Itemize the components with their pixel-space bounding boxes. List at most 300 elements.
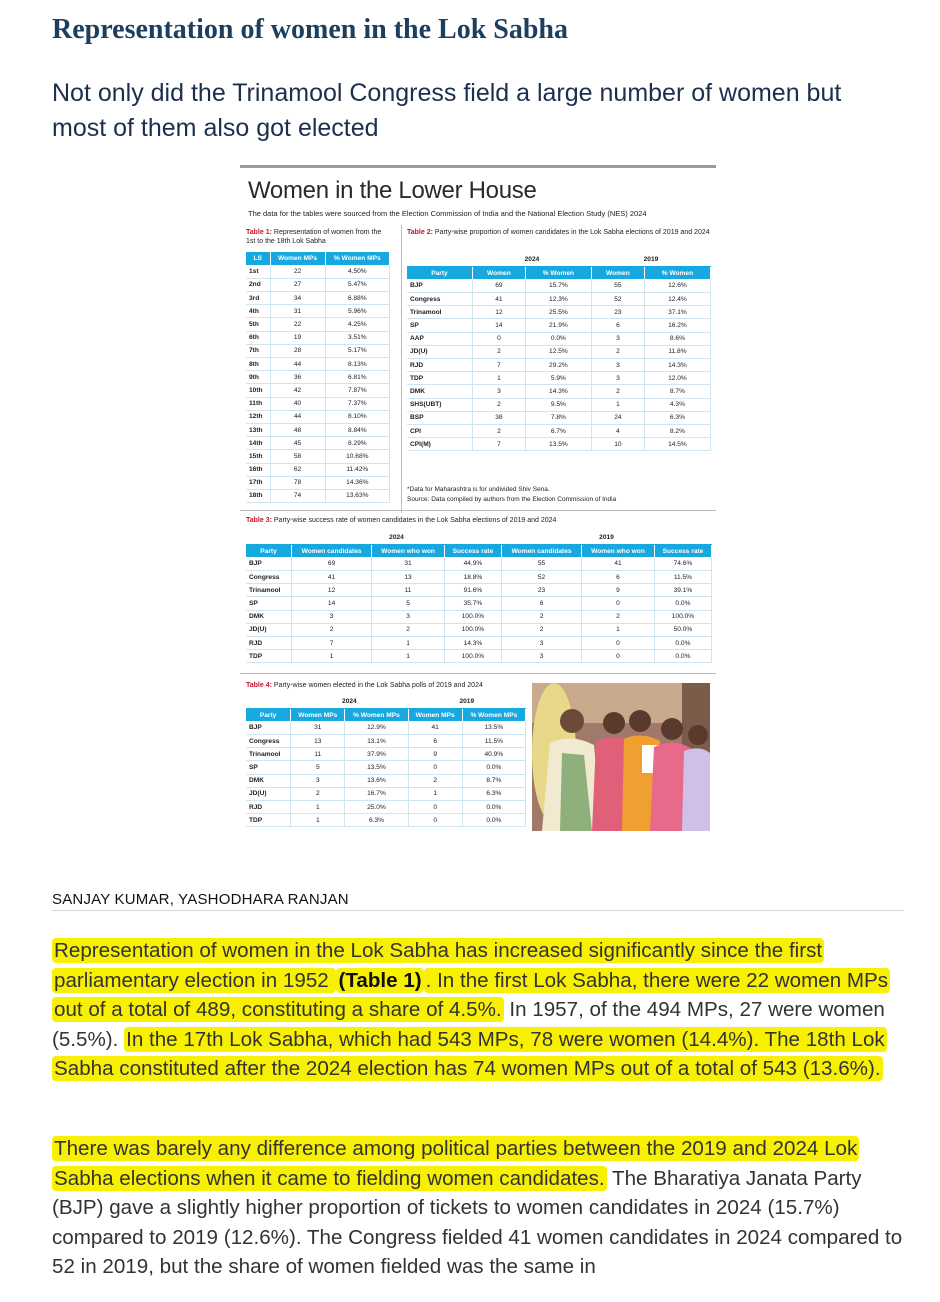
table2-cell: CPI(M) <box>407 438 472 451</box>
table3-col-header: Women candidates <box>501 544 581 557</box>
table1-cell: 4.50% <box>325 265 389 278</box>
table2-row <box>407 345 711 358</box>
table2-women-candidates <box>407 253 711 451</box>
table3-cell: 2 <box>501 610 581 623</box>
table3-cell: 39.1% <box>654 584 711 597</box>
table1-cell: 19 <box>270 331 325 344</box>
table3-cell: 3 <box>501 637 581 650</box>
table2-cell: CPI <box>407 424 472 437</box>
table3-cell: 0.0% <box>654 650 711 663</box>
table4-cell: 1 <box>291 801 345 814</box>
table2-cell: 23 <box>591 306 644 319</box>
table3-cell: 44.9% <box>444 557 501 570</box>
table1-cell: 6th <box>246 331 270 344</box>
table4-cell: 0 <box>408 761 462 774</box>
table1-cell: 7.87% <box>325 384 389 397</box>
table2-cell: 8.2% <box>644 424 710 437</box>
table2-cell: Trinamool <box>407 306 472 319</box>
table2-caption: Table 2: Party-wise proportion of women candidates in the Lok Sabha elections of 2019 and 2024 <box>407 229 710 236</box>
table1-col-header: Women MPs <box>270 252 325 265</box>
table2-cell: 11.8% <box>644 345 710 358</box>
table3-cell: 91.6% <box>444 584 501 597</box>
table1-cell: 5.96% <box>325 305 389 318</box>
table4-cell: 6 <box>408 735 462 748</box>
table3-cell: 1 <box>292 650 372 663</box>
table3-year-blank <box>246 531 292 544</box>
table3-cell: 6 <box>582 571 655 584</box>
table1-row <box>246 265 390 278</box>
table1-cell: 28 <box>270 344 325 357</box>
table1-row <box>246 358 390 371</box>
table2-col-header: Women <box>472 266 525 279</box>
p1-segment: Representation of women in the Lok Sabha has increased significantly since the first parliamentary election in 1952 <box>54 939 823 992</box>
table3-cell: 0 <box>582 650 655 663</box>
table1-row <box>246 344 390 357</box>
table3-row <box>246 571 712 584</box>
table4-cell: JD(U) <box>246 787 291 800</box>
table1-cell: 4.25% <box>325 318 389 331</box>
table4-cell: Trinamool <box>246 748 291 761</box>
table2-row <box>407 332 711 345</box>
table1-row <box>246 476 390 489</box>
table1-cell: 18th <box>246 489 270 502</box>
table3-cell: 35.7% <box>444 597 501 610</box>
table3-cell: 0 <box>582 597 655 610</box>
p1-segment: In 1957, of the 494 MPs, 27 were women (5.5%). <box>52 998 885 1051</box>
table2-row <box>407 385 711 398</box>
table2-cell: 16.2% <box>644 319 710 332</box>
figure-divider-vertical <box>401 225 402 513</box>
table2-cell: 4 <box>591 424 644 437</box>
table4-caption: Table 4: Party-wise women elected in the Lok Sabha polls of 2019 and 2024 <box>246 682 483 689</box>
table4-cell: 6.3% <box>345 814 408 827</box>
table4-cell: 2 <box>291 787 345 800</box>
table3-cell: RJD <box>246 637 292 650</box>
table1-cell: 14th <box>246 437 270 450</box>
women-mps-photo-illustration <box>532 683 710 831</box>
table3-cell: SP <box>246 597 292 610</box>
table4-cell: 11.5% <box>462 735 525 748</box>
table4-col-header: Women MPs <box>291 708 345 721</box>
table1-row <box>246 278 390 291</box>
table3-cell: 1 <box>372 650 445 663</box>
table4-cell: 11 <box>291 748 345 761</box>
table1-cell: 36 <box>270 371 325 384</box>
p2-segment: The Bharatiya Janata Party (BJP) gave a slightly higher proportion of tickets to women candidates in 2024 (15.7%) compared to 2019 (12.6%). The Congress fielded 41 women candidates in 2024 compared to 52 in 2019, but the share of women fielded was the same in <box>52 1166 903 1278</box>
body-paragraph-1 <box>52 936 912 1084</box>
table1-row <box>246 305 390 318</box>
table3-cell: 0.0% <box>654 597 711 610</box>
table4-col-header: Women MPs <box>408 708 462 721</box>
table1-cell: 3.51% <box>325 331 389 344</box>
table1-row <box>246 318 390 331</box>
table3-cell: 100.0% <box>444 650 501 663</box>
table2-cell: RJD <box>407 359 472 372</box>
table3-row <box>246 597 712 610</box>
table3-cell: BJP <box>246 557 292 570</box>
table1-cell: 13th <box>246 423 270 436</box>
table2-row <box>407 293 711 306</box>
table2-cell: 12.6% <box>644 279 710 292</box>
table2-year-2019: 2019 <box>591 253 710 266</box>
table1-cell: 2nd <box>246 278 270 291</box>
figure-title: Women in the Lower House <box>248 177 537 204</box>
table1-cell: 5.17% <box>325 344 389 357</box>
table4-cell: 25.0% <box>345 801 408 814</box>
table3-col-header: Party <box>246 544 292 557</box>
table3-row <box>246 557 712 570</box>
table3-year-2019: 2019 <box>501 531 711 544</box>
table1-cell: 12th <box>246 410 270 423</box>
table2-col-header: % Women <box>525 266 591 279</box>
table1-row <box>246 437 390 450</box>
table1-row <box>246 397 390 410</box>
table3-row <box>246 637 712 650</box>
table4-row <box>246 761 526 774</box>
table1-cell: 9th <box>246 371 270 384</box>
table2-cell: 21.9% <box>525 319 591 332</box>
table2-cell: 12 <box>472 306 525 319</box>
table2-cell: 2 <box>472 398 525 411</box>
table2-cell: 4.3% <box>644 398 710 411</box>
table4-label: Table 4: <box>246 682 272 689</box>
table3-cell: 23 <box>501 584 581 597</box>
table1-cell: 1st <box>246 265 270 278</box>
table2-row <box>407 279 711 292</box>
table1-row <box>246 410 390 423</box>
table2-cell: 6.7% <box>525 424 591 437</box>
table1-cell: 3rd <box>246 292 270 305</box>
table3-col-header: Women who won <box>372 544 445 557</box>
table3-cell: 14 <box>292 597 372 610</box>
table4-cell: 13.1% <box>345 735 408 748</box>
table2-row <box>407 359 711 372</box>
table3-cell: Congress <box>246 571 292 584</box>
table3-cell: 7 <box>292 637 372 650</box>
table4-cell: 6.3% <box>462 787 525 800</box>
table3-cell: 13 <box>372 571 445 584</box>
table3-col-header: Success rate <box>654 544 711 557</box>
table4-cell: 13.6% <box>345 774 408 787</box>
table4-cell: 40.9% <box>462 748 525 761</box>
table3-cell: 0 <box>582 637 655 650</box>
table3-cell: 9 <box>582 584 655 597</box>
table2-cell: 5.9% <box>525 372 591 385</box>
table2-row <box>407 372 711 385</box>
table4-cell: BJP <box>246 721 291 734</box>
table1-cell: 10.68% <box>325 450 389 463</box>
table1-cell: 13.63% <box>325 489 389 502</box>
table1-row <box>246 463 390 476</box>
table2-row <box>407 306 711 319</box>
table2-cell: 6 <box>591 319 644 332</box>
table3-cell: 50.0% <box>654 623 711 636</box>
table2-cell: 3 <box>591 372 644 385</box>
table4-col-header: % Women MPs <box>462 708 525 721</box>
table2-cell: 0.0% <box>525 332 591 345</box>
table2-cell: 3 <box>591 359 644 372</box>
table1-cell: 31 <box>270 305 325 318</box>
table1-label: Table 1: <box>246 229 272 236</box>
table2-cell: 3 <box>472 385 525 398</box>
table4-cell: 13.5% <box>462 721 525 734</box>
table4-row <box>246 801 526 814</box>
table2-cell: 3 <box>591 332 644 345</box>
table3-cell: 31 <box>372 557 445 570</box>
table2-cell: 13.5% <box>525 438 591 451</box>
table2-row <box>407 424 711 437</box>
table3-cell: 100.0% <box>654 610 711 623</box>
table2-col-header: Women <box>591 266 644 279</box>
table3-cell: Trinamool <box>246 584 292 597</box>
table4-row <box>246 735 526 748</box>
table1-cell: 11.42% <box>325 463 389 476</box>
table2-source: Source: Data compiled by authors from the Election Commission of India <box>407 496 617 503</box>
table4-cell: 0.0% <box>462 761 525 774</box>
table2-cell: 12.0% <box>644 372 710 385</box>
table2-col-header: % Women <box>644 266 710 279</box>
table1-cell: 11th <box>246 397 270 410</box>
table1-row <box>246 450 390 463</box>
table2-cell: 12.3% <box>525 293 591 306</box>
table3-cell: 100.0% <box>444 623 501 636</box>
table4-women-elected <box>246 695 526 827</box>
table1-cell: 10th <box>246 384 270 397</box>
table2-cell: 52 <box>591 293 644 306</box>
table3-cell: 6 <box>501 597 581 610</box>
table1-cell: 8.84% <box>325 423 389 436</box>
table2-cell: 8.7% <box>644 385 710 398</box>
table3-row <box>246 584 712 597</box>
table1-cell: 58 <box>270 450 325 463</box>
table3-col-header: Success rate <box>444 544 501 557</box>
table3-cell: 74.6% <box>654 557 711 570</box>
table2-cell: TDP <box>407 372 472 385</box>
table2-year-2024: 2024 <box>472 253 591 266</box>
table1-cell: 8.29% <box>325 437 389 450</box>
table1-cell: 16th <box>246 463 270 476</box>
table3-header-row <box>246 544 712 557</box>
table1-cell: 8.10% <box>325 410 389 423</box>
table3-cell: JD(U) <box>246 623 292 636</box>
table1-row <box>246 489 390 502</box>
table2-cell: BJP <box>407 279 472 292</box>
table3-cell: 0.0% <box>654 637 711 650</box>
table1-col-header: LS <box>246 252 270 265</box>
table1-cell: 14.36% <box>325 476 389 489</box>
table3-cell: 11.5% <box>654 571 711 584</box>
p1-segment: In the 17th Lok Sabha, which had 543 MPs, 78 were women (14.4%). The 18th Lok Sabha constituted after the 2024 election has 74 women MPs out of a total of 543 (13.6%). <box>54 1027 885 1080</box>
table2-cell: 12.5% <box>525 345 591 358</box>
table1-header-row <box>246 252 390 265</box>
table2-cell: 38 <box>472 411 525 424</box>
table1-cell: 22 <box>270 318 325 331</box>
table4-year-2024: 2024 <box>291 695 408 708</box>
figure-top-rule <box>240 165 716 168</box>
table3-cell: 55 <box>501 557 581 570</box>
table4-row <box>246 748 526 761</box>
table1-cell: 17th <box>246 476 270 489</box>
p1-segment: . In the first Lok Sabha, there were 22 women MPs out of a total of 489, constituting a share of 4.5%. <box>54 968 889 1021</box>
table1-cell: 40 <box>270 397 325 410</box>
table3-cell: 2 <box>582 610 655 623</box>
table1-cell: 7th <box>246 344 270 357</box>
table4-cell: 9 <box>408 748 462 761</box>
table3-cell: 100.0% <box>444 610 501 623</box>
table4-cell: 37.9% <box>345 748 408 761</box>
table1-cell: 44 <box>270 358 325 371</box>
table2-cell: 7 <box>472 438 525 451</box>
table1-row <box>246 292 390 305</box>
table3-year-2024: 2024 <box>292 531 502 544</box>
table4-cell: 3 <box>291 774 345 787</box>
table3-cell: 5 <box>372 597 445 610</box>
table2-cell: 14 <box>472 319 525 332</box>
table1-row <box>246 371 390 384</box>
table3-success-rate <box>246 531 712 663</box>
table1-women-representation <box>246 252 390 503</box>
table2-cell: JD(U) <box>407 345 472 358</box>
table3-cell: 3 <box>501 650 581 663</box>
table3-cell: 1 <box>582 623 655 636</box>
table2-cell: SP <box>407 319 472 332</box>
table4-cell: SP <box>246 761 291 774</box>
table4-cell: 0 <box>408 814 462 827</box>
table2-row <box>407 438 711 451</box>
table3-cell: 11 <box>372 584 445 597</box>
table2-cell: BSP <box>407 411 472 424</box>
table3-cell: 18.8% <box>444 571 501 584</box>
table1-cell: 6.81% <box>325 371 389 384</box>
infographic-figure <box>240 165 716 837</box>
table4-cell: 12.9% <box>345 721 408 734</box>
table4-cell: 8.7% <box>462 774 525 787</box>
table3-row <box>246 623 712 636</box>
table2-cell: DMK <box>407 385 472 398</box>
figure-divider-horizontal <box>240 510 716 511</box>
table3-cell: 14.3% <box>444 637 501 650</box>
table3-cell: 3 <box>292 610 372 623</box>
table2-cell: 14.5% <box>644 438 710 451</box>
table4-year-2019: 2019 <box>408 695 525 708</box>
table1-cell: 48 <box>270 423 325 436</box>
figure-source-note: The data for the tables were sourced from the Election Commission of India and the National Election Study (NES) 2024 <box>248 209 647 218</box>
table2-cell: AAP <box>407 332 472 345</box>
table3-cell: 41 <box>292 571 372 584</box>
table3-cell: 2 <box>372 623 445 636</box>
table4-cell: 13.5% <box>345 761 408 774</box>
table1-cell: 27 <box>270 278 325 291</box>
table2-cell: 69 <box>472 279 525 292</box>
table1-cell: 5th <box>246 318 270 331</box>
table1-cell: 78 <box>270 476 325 489</box>
table2-cell: 15.7% <box>525 279 591 292</box>
table2-note-maharashtra: *Data for Maharashtra is for undivided Shiv Sena. <box>407 486 550 493</box>
table4-cell: 13 <box>291 735 345 748</box>
table1-col-header: % Women MPs <box>325 252 389 265</box>
table2-label: Table 2: <box>407 229 433 236</box>
table2-year-blank <box>407 253 472 266</box>
table2-cell: 14.3% <box>644 359 710 372</box>
table1-cell: 62 <box>270 463 325 476</box>
table2-cell: 2 <box>591 385 644 398</box>
table4-cell: 16.7% <box>345 787 408 800</box>
table2-cell: 6.3% <box>644 411 710 424</box>
table4-year-blank <box>246 695 291 708</box>
body-paragraph-2 <box>52 1134 912 1282</box>
table2-cell: 2 <box>472 345 525 358</box>
table1-cell: 6.88% <box>325 292 389 305</box>
table1-cell: 8th <box>246 358 270 371</box>
table4-cell: 1 <box>408 787 462 800</box>
table3-cell: DMK <box>246 610 292 623</box>
table3-col-header: Women who won <box>582 544 655 557</box>
table2-cell: SHS(UBT) <box>407 398 472 411</box>
table3-caption: Table 3: Party-wise success rate of women candidates in the Lok Sabha elections of 2019 and 2024 <box>246 517 557 524</box>
table4-cell: RJD <box>246 801 291 814</box>
table1-cell: 8.13% <box>325 358 389 371</box>
table1-row <box>246 331 390 344</box>
table1-cell: 5.47% <box>325 278 389 291</box>
table4-cell: 5 <box>291 761 345 774</box>
table4-cell: 0.0% <box>462 814 525 827</box>
table1-cell: 44 <box>270 410 325 423</box>
table2-cell: 7.8% <box>525 411 591 424</box>
table2-cell: 8.6% <box>644 332 710 345</box>
table1-cell: 4th <box>246 305 270 318</box>
table2-cell: 55 <box>591 279 644 292</box>
table4-cell: 0 <box>408 801 462 814</box>
article-headline: Representation of women in the Lok Sabha <box>52 14 568 45</box>
table4-row <box>246 787 526 800</box>
table1-cell: 74 <box>270 489 325 502</box>
table4-col-header: % Women MPs <box>345 708 408 721</box>
table4-col-header: Party <box>246 708 291 721</box>
table4-cell: 0.0% <box>462 801 525 814</box>
table3-cell: 1 <box>372 637 445 650</box>
table3-cell: 12 <box>292 584 372 597</box>
table4-cell: 41 <box>408 721 462 734</box>
table1-cell: 34 <box>270 292 325 305</box>
p2-segment: There was barely any difference among political parties between the 2019 and 2024 Lok Sabha elections when it came to fielding women candidates. <box>54 1137 858 1190</box>
table2-cell: 1 <box>472 372 525 385</box>
table2-year-row <box>407 253 711 266</box>
table2-cell: 12.4% <box>644 293 710 306</box>
table4-row <box>246 814 526 827</box>
table3-cell: 41 <box>582 557 655 570</box>
table2-cell: 41 <box>472 293 525 306</box>
table3-cell: 2 <box>501 623 581 636</box>
table3-cell: 69 <box>292 557 372 570</box>
women-mps-photo <box>532 683 710 831</box>
table1-cell: 45 <box>270 437 325 450</box>
table4-year-row <box>246 695 526 708</box>
table3-col-header: Women candidates <box>292 544 372 557</box>
table1-row <box>246 384 390 397</box>
table2-row <box>407 411 711 424</box>
table2-cell: 1 <box>591 398 644 411</box>
table3-cell: 52 <box>501 571 581 584</box>
table2-cell: 2 <box>591 345 644 358</box>
figure-divider-horizontal-2 <box>240 673 716 674</box>
table3-cell: 3 <box>372 610 445 623</box>
table2-cell: 7 <box>472 359 525 372</box>
table2-cell: 37.1% <box>644 306 710 319</box>
table3-cell: 2 <box>292 623 372 636</box>
table4-header-row <box>246 708 526 721</box>
table4-cell: 1 <box>291 814 345 827</box>
table2-cell: 10 <box>591 438 644 451</box>
